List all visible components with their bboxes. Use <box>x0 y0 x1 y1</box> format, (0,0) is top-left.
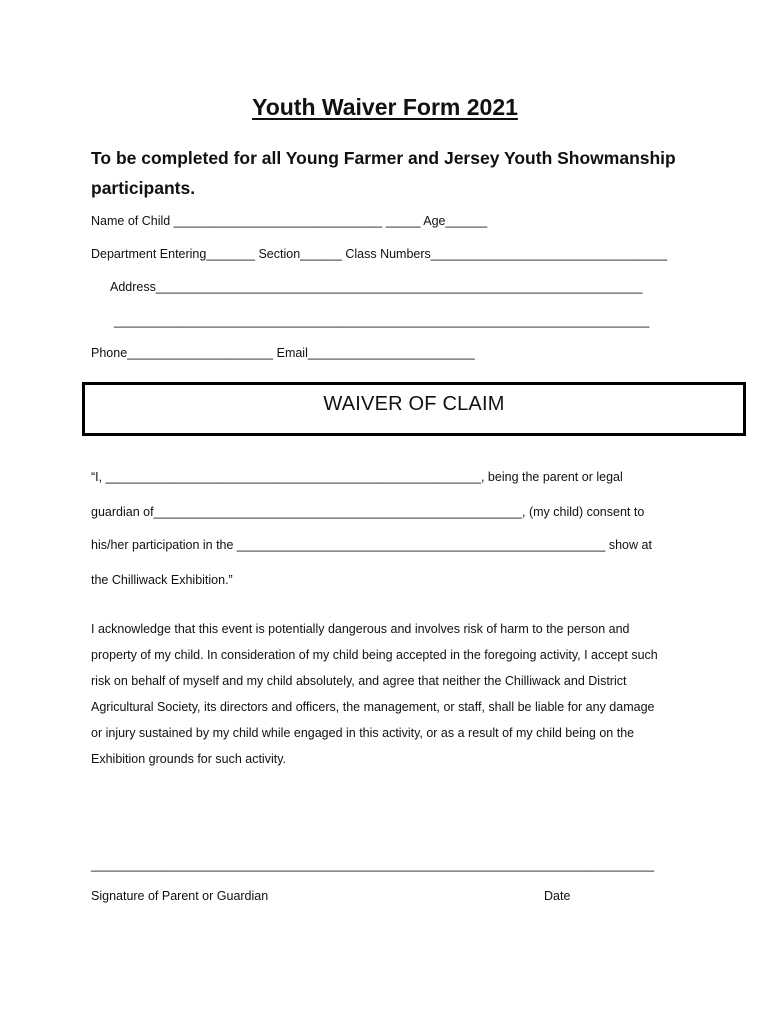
waiver-line-parent: “I, ______________________________________________________, being the parent or legal <box>91 470 623 484</box>
phone-email-field: Phone_____________________ Email________________________ <box>91 346 475 360</box>
signature-date-label: Date <box>544 889 571 903</box>
address-line-2: _____________________________________________________________________________ <box>114 314 650 328</box>
form-subtitle: To be completed for all Young Farmer and Jersey Youth Showmanship participants. <box>91 148 676 198</box>
paragraph-line: risk on behalf of myself and my child absolutely, and agree that neither the Chilliwack and District <box>91 674 627 688</box>
paragraph-line: Exhibition grounds for such activity. <box>91 752 287 766</box>
waiver-line-exhibition: the Chilliwack Exhibition.” <box>91 573 233 587</box>
waiver-heading: WAIVER OF CLAIM <box>323 393 505 415</box>
paragraph-line: property of my child. In consideration of my child being accepted in the foregoing activity, I accept such <box>91 648 658 662</box>
paragraph-line: Agricultural Society, its directors and officers, the management, or staff, shall be liable for any damage <box>91 700 655 714</box>
signature-line: _________________________________________________________________________________ <box>91 858 655 872</box>
form-title: Youth Waiver Form 2021 <box>252 94 518 120</box>
waiver-heading-box <box>82 382 746 436</box>
paragraph-line: or injury sustained by my child while engaged in this activity, or as a result of my child being on the <box>91 726 635 740</box>
paragraph-line: I acknowledge that this event is potentially dangerous and involves risk of harm to the person and <box>91 622 630 636</box>
department-section-class-field: Department Entering_______ Section______ Class Numbers__________________________________ <box>91 247 668 261</box>
acknowledgement-paragraph <box>91 616 691 772</box>
waiver-line-participation: his/her participation in the _____________________________________________________ show at <box>91 538 652 552</box>
address-field: Address______________________________________________________________________ <box>110 280 643 294</box>
signature-parent-label: Signature of Parent or Guardian <box>91 889 269 903</box>
waiver-line-guardian: guardian of_____________________________________________________, (my child) consent to <box>91 505 645 519</box>
name-of-child-field: Name of Child ______________________________ _____ Age______ <box>91 214 488 228</box>
